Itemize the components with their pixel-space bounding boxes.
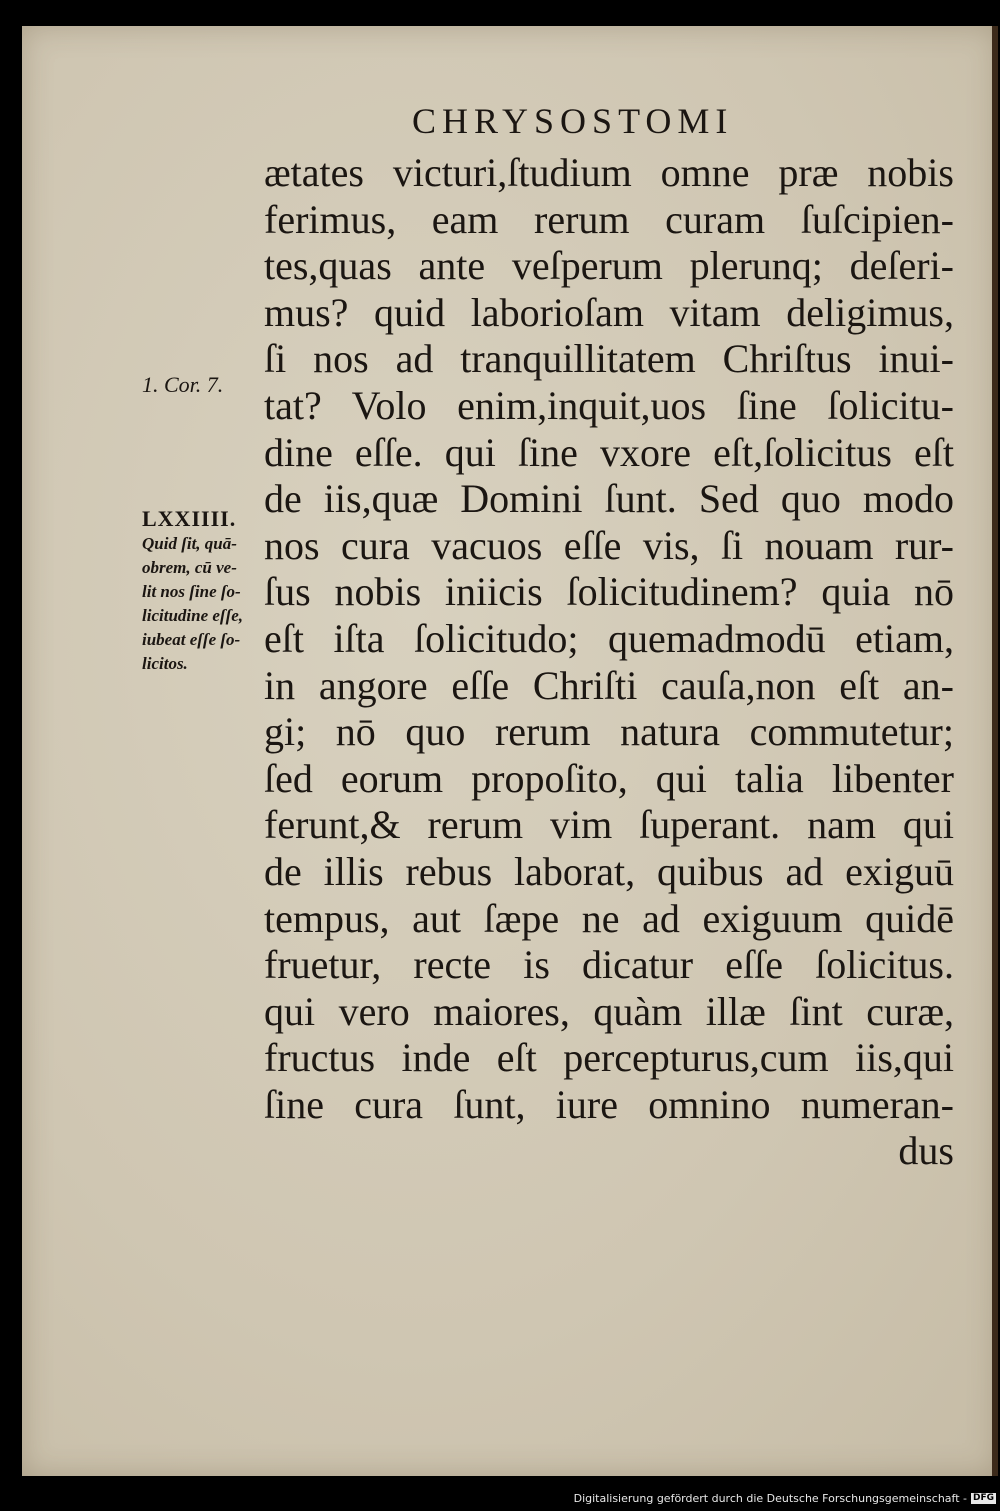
- gloss-line: obrem, cū ve-: [142, 558, 237, 577]
- margin-chapter-number: LXXIIII.: [142, 506, 237, 531]
- text-line: de illis rebus laborat, quibus ad exiguū: [264, 848, 954, 894]
- text-line: tempus, aut ſæpe ne ad exiguum quidē: [264, 895, 954, 941]
- text-line: tes,quas ante veſperum plerunq; deſeri-: [264, 243, 954, 289]
- gloss-line: iubeat eſſe ſo-: [142, 630, 241, 649]
- body-text: [264, 150, 954, 1175]
- text-line: ſed eorum propoſito, qui talia libenter: [264, 755, 954, 801]
- text-line: fructus inde eſt percepturus,cum iis,qui: [264, 1035, 954, 1081]
- text-line: de iis,quæ Domini ſunt. Sed quo modo: [264, 476, 954, 522]
- text-line: tat? Volo enim,inquit,uos ſine ſolicitu-: [264, 382, 954, 428]
- gloss-line: lit nos ſine ſo-: [142, 582, 241, 601]
- running-head: CHRYSOSTOMI: [412, 101, 734, 141]
- text-line: dine eſſe. qui ſine vxore eſt,ſolicitus eſt: [264, 429, 954, 475]
- text-line: mus? quid laborioſam vitam deligimus,: [264, 289, 954, 335]
- margin-reference: 1. Cor. 7.: [142, 372, 224, 397]
- credit-text: Digitalisierung gefördert durch die Deutsche Forschungsgemeinschaft -: [573, 1492, 967, 1505]
- digitization-credit: [574, 1492, 996, 1505]
- text-line: ſus nobis iniicis ſolicitudinem? quia nō: [264, 569, 954, 615]
- text-line: ſi nos ad tranquillitatem Chriſtus inui-: [264, 336, 954, 382]
- page-edge: [992, 26, 998, 1476]
- dfg-logo: DFG: [972, 1493, 994, 1503]
- text-line: ſine cura ſunt, iure omnino numeran-: [264, 1081, 954, 1127]
- text-line: ætates victuri,ſtudium omne præ nobis: [264, 150, 954, 195]
- margin-gloss: [142, 532, 243, 676]
- text-line: nos cura vacuos eſſe vis, ſi nouam rur-: [264, 522, 954, 568]
- text-line: eſt iſta ſolicitudo; quemadmodū etiam,: [264, 615, 954, 661]
- gloss-line: Quid ſit, quā-: [142, 534, 237, 553]
- text-line: gi; nō quo rerum natura commutetur;: [264, 709, 954, 755]
- text-line: fruetur, recte is dicatur eſſe ſolicitus.: [264, 942, 954, 988]
- text-line: ferunt,& rerum vim ſuperant. nam qui: [264, 802, 954, 848]
- text-line: qui vero maiores, quàm illæ ſint curæ,: [264, 988, 954, 1034]
- catchword: dus: [898, 1128, 954, 1174]
- gloss-line: licitos.: [142, 654, 188, 673]
- gloss-line: licitudine eſſe,: [142, 606, 244, 625]
- text-line: in angore eſſe Chriſti cauſa,non eſt an-: [264, 662, 954, 708]
- text-line: ferimus, eam rerum curam ſuſcipien-: [264, 196, 954, 242]
